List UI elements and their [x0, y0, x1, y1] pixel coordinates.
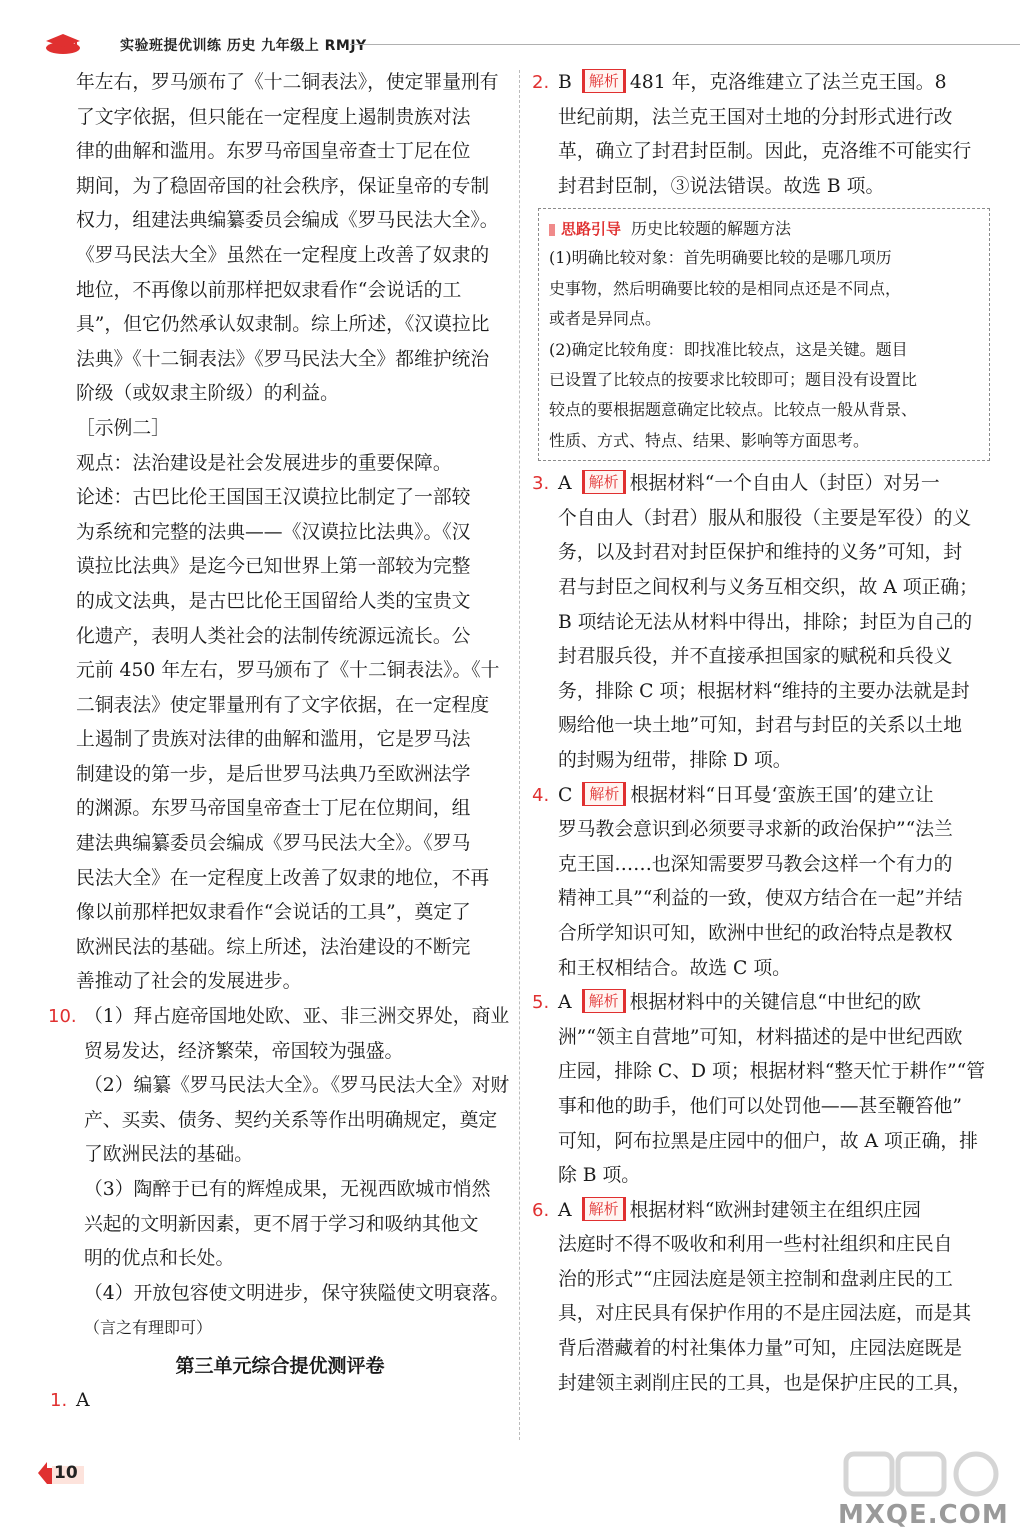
text-line: 上遏制了贵族对法律的曲解和滥用，它是罗马法 [76, 729, 471, 751]
example2-label: ［示例二］ [76, 417, 170, 439]
answer-letter: A [558, 473, 572, 495]
answer-letter: A [558, 992, 572, 1014]
left-column [50, 66, 510, 1419]
question-6-answer [532, 1194, 990, 1402]
text-line: 洲”“领主自营地”可知，材料描述的是中世纪西欧 [558, 1026, 963, 1048]
tip-line: 性质、方式、特点、结果、影响等方面思考。 [549, 430, 870, 450]
text-line: 可知，阿布拉黑是庄园中的佃户，故 A 项正确，排 [558, 1130, 978, 1152]
text-line: 根据材料“欧洲封建领主在组织庄园 [629, 1199, 921, 1221]
text-line: 克王国……也深知需要罗马教会这样一个有力的 [558, 853, 953, 875]
text-line: 法典》《十二铜表法》《罗马民法大全》都维护统治 [76, 348, 490, 370]
text-line: 根据材料“一个自由人（封臣）对另一 [629, 473, 940, 495]
text-line: 律的曲解和滥用。东罗马帝国皇帝查士丁尼在位 [76, 141, 471, 163]
answer-letter: B [558, 72, 572, 93]
text-line: 权力，组建法典编纂委员会编成《罗马民法大全》。 [76, 210, 499, 232]
text-line: 封君服兵役，并不直接承担国家的赋税和兵役义 [558, 646, 953, 668]
text-line: 根据材料中的关键信息“中世纪的欧 [629, 992, 921, 1014]
text-line: 赐给他一块土地”可知，封君与封臣的关系以土地 [558, 715, 963, 737]
tip-header [549, 215, 981, 243]
text-line: 欧洲民法的基础。综上所述，法治建设的不断完 [76, 936, 471, 958]
text-line: 《罗马民法大全》虽然在一定程度上改善了奴隶的 [76, 244, 490, 266]
analysis-tag: 解析 [582, 470, 626, 494]
text-line: 期间，为了稳固帝国的社会秩序，保证皇帝的专制 [76, 175, 490, 197]
text-line: 民法大全》在一定程度上改善了奴隶的地位，不再 [76, 867, 490, 889]
text-line: 贸易发达，经济繁荣，帝国较为强盛。 [84, 1040, 404, 1062]
question-number: 6. [532, 1199, 550, 1221]
text-line: 兴起的文明新因素，更不屑于学习和吸纳其他文 [84, 1213, 479, 1235]
text-line: 具，对庄民具有保护作用的不是庄园法庭，而是其 [558, 1303, 972, 1325]
question-3-answer [532, 467, 990, 778]
tip-line: (1)明确比较对象：首先明确要比较的是哪几项历 [549, 248, 892, 268]
page-number: 10 [54, 1463, 78, 1483]
text-line: （1）拜占庭帝国地处欧、亚、非三洲交界处，商业 [84, 1006, 510, 1028]
text-line: 事和他的助手，他们可以处罚他——甚至鞭笞他” [558, 1095, 963, 1117]
text-line: （3）陶醉于已有的辉煌成果，无视西欧城市悄然 [84, 1179, 491, 1200]
tip-line: 史事物，然后明确要比较的是相同点还是不同点， [549, 278, 902, 298]
example1-continuation [50, 66, 510, 412]
question-1-answer [50, 1384, 510, 1419]
text-line: （2）编纂《罗马民法大全》。《罗马民法大全》对财 [84, 1075, 510, 1097]
text-line: 的渊源。东罗马帝国皇帝查士丁尼在位期间，组 [76, 798, 471, 820]
page-header [30, 26, 1010, 62]
argument-block [50, 481, 510, 1000]
text-line: 根据材料“日耳曼‘蛮族王国’的建立让 [630, 784, 934, 806]
analysis-tag: 解析 [582, 1197, 626, 1221]
text-line: 善推动了社会的发展进步。 [76, 971, 302, 993]
text-line: 务，排除 C 项；根据材料“维持的主要办法就是封 [558, 680, 970, 702]
section-title: 第三单元综合提优测评卷 [175, 1354, 385, 1377]
text-line: 阶级（或奴隶主阶级）的利益。 [76, 383, 339, 405]
text-line: 产、买卖、债务、契约关系等作出明确规定，奠定 [84, 1109, 498, 1131]
tip-line: 较点的要根据题意确定比较点。比较点一般从背景、 [549, 400, 918, 420]
text-line: 明的优点和长处。 [84, 1248, 235, 1270]
question-number: 4. [532, 784, 550, 806]
text-line: 罗马教会意识到必须要寻求新的政治保护”“法兰 [558, 819, 953, 841]
text-line: 除 B 项。 [558, 1165, 641, 1187]
text-line: 君与封臣之间权利与义务互相交织，故 A 项正确； [558, 577, 978, 598]
mortarboard-logo-icon [42, 32, 84, 56]
text-line: 了欧洲民法的基础。 [84, 1144, 254, 1166]
text-line: 像以前那样把奴隶看作“会说话的工具”，奠定了 [76, 902, 471, 924]
text-line: 论述：古巴比伦王国国王汉谟拉比制定了一部较 [76, 487, 471, 509]
text-line: 的成文法典，是古巴比伦王国留给人类的宝贵文 [76, 590, 471, 612]
text-line: 的封赐为纽带，排除 D 项。 [558, 749, 792, 771]
analysis-tag: 解析 [582, 69, 626, 93]
text-line: 和王权相结合。故选 C 项。 [558, 957, 791, 979]
method-tip-box [538, 208, 990, 461]
text-line: 庄园，排除 C、D 项；根据材料“整天忙于耕作”“管 [558, 1061, 986, 1083]
watermark-text: MXQE.COM [838, 1500, 1009, 1530]
text-line: 封君封臣制，③说法错误。故选 B 项。 [558, 175, 885, 197]
text-line: （言之有理即可） [84, 1318, 213, 1338]
text-line: 务，以及封君对封臣保护和维持的义务”可知，封 [558, 542, 963, 564]
text-line: 具”，但它仍然承认奴隶制。综上所述，《汉谟拉比 [76, 314, 490, 336]
tip-title: 历史比较题的解题方法 [631, 219, 792, 239]
text-line: 精神工具”“利益的一致，使双方结合在一起”并结 [558, 888, 963, 910]
text-line: 合所学知识可知，欧洲中世纪的政治特点是教权 [558, 922, 953, 944]
question-10-answer [50, 1000, 510, 1346]
viewpoint-line: 观点：法治建设是社会发展进步的重要保障。 [76, 452, 452, 474]
question-number: 10. [48, 1006, 77, 1028]
text-line: （4）开放包容使文明进步，保守狭隘使文明衰落。 [84, 1282, 510, 1304]
text-line: 个自由人（封君）服从和服役（主要是军役）的义 [558, 507, 972, 529]
question-5-answer [532, 986, 990, 1194]
answer-letter: C [558, 784, 573, 806]
text-line: 制建设的第一步，是后世罗马法典乃至欧洲法学 [76, 763, 471, 785]
text-line: 了文字依据，但只能在一定程度上遏制贵族对法 [76, 106, 471, 128]
text-line: 为系统和完整的法典——《汉谟拉比法典》。《汉 [76, 521, 471, 543]
question-2-answer [532, 66, 990, 204]
answer-letter: A [558, 1199, 572, 1221]
question-4-answer [532, 779, 990, 987]
question-number: 3. [532, 473, 550, 495]
text-line: 革，确立了封君封臣制。因此，克洛维不可能实行 [558, 141, 972, 163]
analysis-tag: 解析 [582, 782, 626, 806]
tip-line: 已设置了比较点的按要求比较即可；题目没有设置比 [549, 370, 918, 389]
text-line: 世纪前期，法兰克王国对土地的分封形式进行改 [558, 106, 953, 128]
tip-label: 思路引导 [549, 220, 621, 238]
text-line: 元前 450 年左右，罗马颁布了《十二铜表法》。《十 [76, 660, 500, 682]
tip-line: 或者是异同点。 [549, 309, 662, 329]
text-line: 谟拉比法典》是迄今已知世界上第一部较为完整 [76, 556, 471, 578]
text-line: 二铜表法》使定罪量刑有了文字依据，在一定程度 [76, 694, 490, 716]
text-line: B 项结论无法从材料中得出，排除；封臣为自己的 [558, 611, 973, 633]
question-number: 2. [532, 72, 550, 93]
analysis-tag: 解析 [582, 989, 626, 1013]
question-number: 5. [532, 992, 550, 1014]
answer-letter: A [76, 1389, 90, 1411]
text-line: 化遗产，表明人类社会的法制传统源远流长。公 [76, 625, 471, 647]
text-line: 年左右，罗马颁布了《十二铜表法》，使定罪量刑有 [76, 72, 499, 93]
text-line: 治的形式”“庄园法庭是领主控制和盘剥庄民的工 [558, 1268, 953, 1290]
book-title: 实验班提优训练 历史 九年级上 RMJY [120, 38, 367, 54]
text-line: 封建领主剥削庄民的工具，也是保护庄民的工具， [558, 1372, 972, 1394]
text-line: 地位，不再像以前那样把奴隶看作“会说话的工 [76, 279, 462, 301]
text-line: 法庭时不得不吸收和利用一些村社组织和庄民自 [558, 1234, 953, 1256]
text-line: 背后潜藏着的村社集体力量”可知，庄园法庭既是 [558, 1338, 963, 1360]
header-rule [350, 44, 1020, 45]
text-line: 481 年，克洛维建立了法兰克王国。8 [629, 72, 947, 93]
tip-line: (2)确定比较角度：即找准比较点，这是关键。题目 [549, 339, 908, 359]
column-divider [519, 70, 520, 1440]
text-line: 建法典编纂委员会编成《罗马民法大全》。《罗马 [76, 833, 471, 855]
question-number: 1. [50, 1389, 68, 1411]
right-column [532, 66, 990, 1401]
